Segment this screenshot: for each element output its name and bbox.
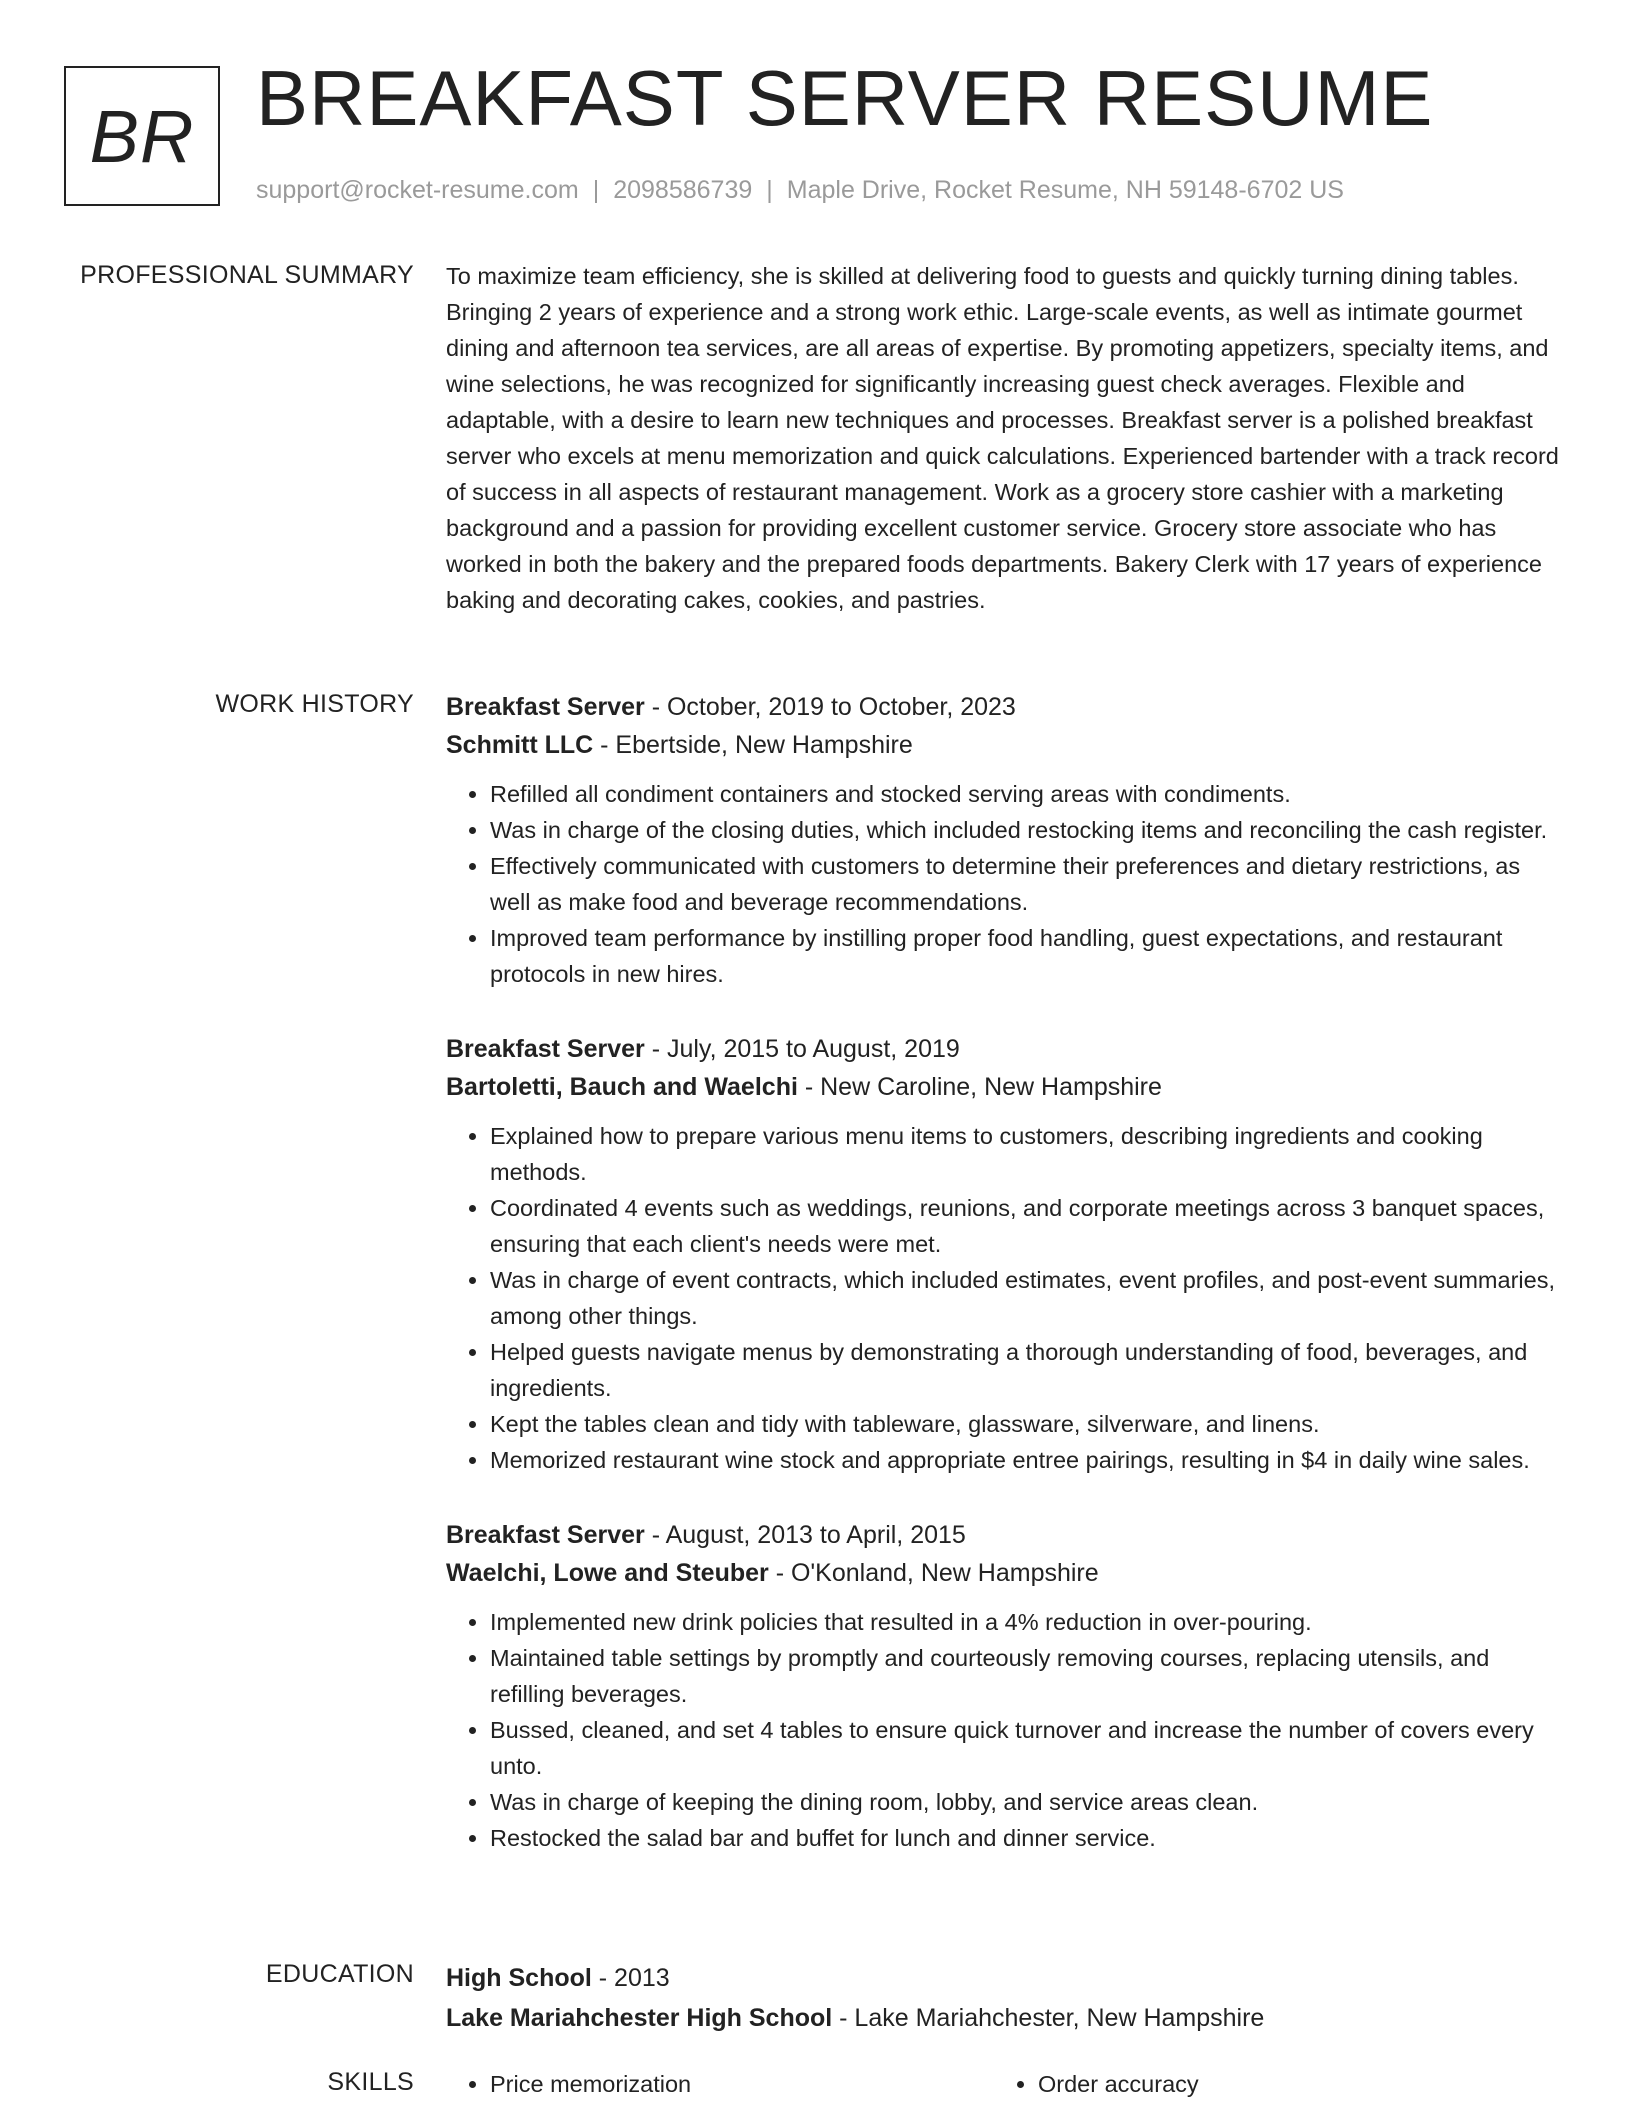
work-history-heading: WORK HISTORY <box>215 690 414 718</box>
job-bullet: • Effectively communicated with customers to determine their preferences and dietary restrictions, as well as make food and beverage recommendations. <box>490 848 1566 920</box>
job-title: Breakfast Server <box>446 693 645 721</box>
job-title: Breakfast Server <box>446 1035 645 1063</box>
job-bullet: • Kept the tables clean and tidy with tableware, glassware, silverware, and linens. <box>490 1406 1566 1442</box>
education-school: Lake Mariahchester High School <box>446 2004 833 2032</box>
skills-list <box>994 2066 1542 2102</box>
job-location: - Ebertside, New Hampshire <box>593 731 913 759</box>
job-title-line <box>446 1030 1566 1068</box>
job-company: Schmitt LLC <box>446 731 594 759</box>
job-title: Breakfast Server <box>446 1521 645 1549</box>
job-bullet: • Restocked the salad bar and buffet for lunch and dinner service. <box>490 1820 1566 1856</box>
job-bullet: • Explained how to prepare various menu items to customers, describing ingredients and cooking methods. <box>490 1118 1566 1190</box>
contact-phone: 2098586739 <box>613 176 753 204</box>
job-bullet: • Memorized restaurant wine stock and appropriate entree pairings, resulting in $4 in daily wine sales. <box>490 1442 1566 1478</box>
skills-column <box>446 2066 994 2102</box>
job-location: - New Caroline, New Hampshire <box>797 1073 1162 1101</box>
education-degree: High School <box>446 1964 592 1992</box>
education-body <box>446 1958 1566 2038</box>
skills-heading: SKILLS <box>327 2068 414 2096</box>
job-entry <box>446 1030 1566 1478</box>
contact-separator: | <box>592 176 600 204</box>
job-entry <box>446 688 1566 992</box>
job-bullet: • Was in charge of the closing duties, which included restocking items and reconciling the cash register. <box>490 812 1566 848</box>
job-bullet: • Was in charge of event contracts, which included estimates, event profiles, and post-event summaries, among other things. <box>490 1262 1566 1334</box>
education-school-line <box>446 1998 1566 2038</box>
job-bullet: • Implemented new drink policies that resulted in a 4% reduction in over-pouring. <box>490 1604 1566 1640</box>
job-dates: - August, 2013 to April, 2015 <box>644 1521 966 1549</box>
job-entry <box>446 1516 1566 1856</box>
job-company-line <box>446 1068 1566 1106</box>
job-bullets <box>446 1118 1566 1478</box>
job-bullet: • Maintained table settings by promptly and courteously removing courses, replacing utensils, and refilling beverages. <box>490 1640 1566 1712</box>
job-bullets <box>446 1604 1566 1856</box>
summary-body <box>446 258 1566 618</box>
education-degree-line <box>446 1958 1566 1998</box>
skills-columns <box>446 2066 1566 2102</box>
job-company: Waelchi, Lowe and Steuber <box>446 1559 769 1587</box>
job-bullet: • Improved team performance by instilling proper food handling, guest expectations, and restaurant protocols in new hires. <box>490 920 1566 992</box>
contact-line <box>256 176 1344 205</box>
resume-title: BREAKFAST SERVER RESUME <box>256 54 1434 142</box>
job-bullet: • Coordinated 4 events such as weddings, reunions, and corporate meetings across 3 banquet spaces, ensuring that each client's needs were met. <box>490 1190 1566 1262</box>
job-company: Bartoletti, Bauch and Waelchi <box>446 1073 798 1101</box>
skills-list <box>446 2066 994 2102</box>
education-heading: EDUCATION <box>265 1960 414 1988</box>
monogram-logo <box>64 66 220 206</box>
job-company-line <box>446 1554 1566 1592</box>
job-bullet: • Helped guests navigate menus by demonstrating a thorough understanding of food, beverages, and ingredients. <box>490 1334 1566 1406</box>
job-company-line <box>446 726 1566 764</box>
summary-text: To maximize team efficiency, she is skilled at delivering food to guests and quickly turning dining tables. Bringing 2 years of experience and a strong work ethic. Large-scale events, as well as intimate gourmet dining and afternoon tea services, are all areas of expertise. By promoting appetizers, specialty items, and wine selections, he was recognized for significantly increasing guest check averages. Flexible and adaptable, with a desire to learn new techniques and processes. Breakfast server is a polished breakfast server who excels at menu memorization and quick calculations. Experienced bartender with a track record of success in all aspects of restaurant management. Work as a grocery store cashier with a marketing background and a passion for providing excellent customer service. Grocery store associate who has worked in both the bakery and the prepared foods departments. Bakery Clerk with 17 years of experience baking and decorating cakes, cookies, and pastries. <box>446 263 1559 613</box>
job-location: - O'Konland, New Hampshire <box>768 1559 1099 1587</box>
skills-body <box>446 2066 1566 2102</box>
work-history-body <box>446 688 1566 1894</box>
contact-separator: | <box>766 176 773 204</box>
skill-item: • Price memorization <box>490 2066 994 2102</box>
monogram-text: BR <box>89 94 195 178</box>
job-bullets <box>446 776 1566 992</box>
job-dates: - July, 2015 to August, 2019 <box>644 1035 960 1063</box>
job-bullet: • Bussed, cleaned, and set 4 tables to ensure quick turnover and increase the number of covers every unto. <box>490 1712 1566 1784</box>
job-bullet: • Refilled all condiment containers and stocked serving areas with condiments. <box>490 776 1566 812</box>
job-title-line <box>446 1516 1566 1554</box>
job-title-line <box>446 688 1566 726</box>
contact-email: support@rocket-resume.com <box>256 176 579 204</box>
education-year: - 2013 <box>591 1964 670 1992</box>
job-bullet: • Was in charge of keeping the dining room, lobby, and service areas clean. <box>490 1784 1566 1820</box>
skills-column <box>994 2066 1542 2102</box>
skill-item: • Order accuracy <box>1038 2066 1542 2102</box>
education-location: - Lake Mariahchester, New Hampshire <box>832 2004 1265 2032</box>
summary-heading: PROFESSIONAL SUMMARY <box>80 261 414 289</box>
contact-address: Maple Drive, Rocket Resume, NH 59148-6702 US <box>786 176 1344 204</box>
job-dates: - October, 2019 to October, 2023 <box>644 693 1016 721</box>
